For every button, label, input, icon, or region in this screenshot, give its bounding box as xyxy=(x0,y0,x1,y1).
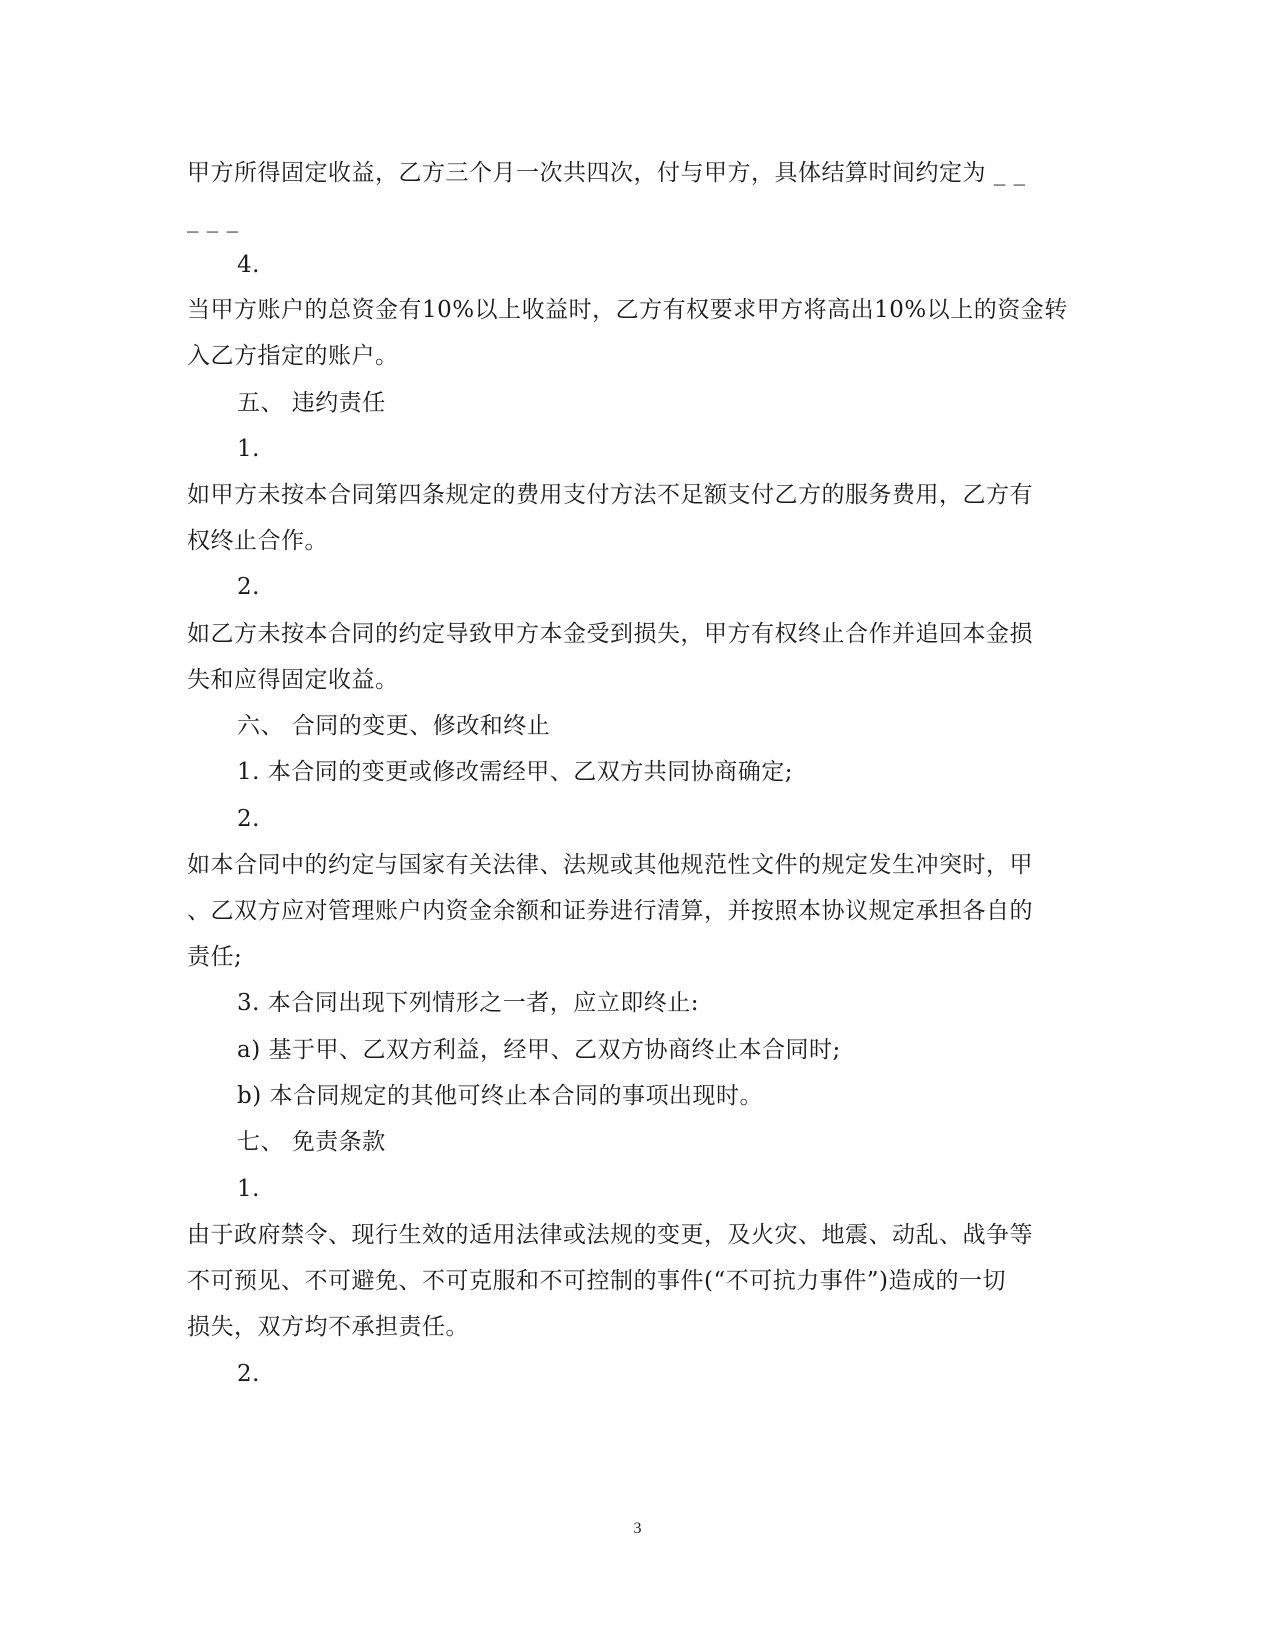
list-number: 2. xyxy=(237,1361,260,1387)
section-heading: 六、 合同的变更、修改和终止 xyxy=(237,713,551,739)
list-item: a) 基于甲、乙双方利益，经甲、乙双方协商终止本合同时; xyxy=(237,1037,841,1063)
section-heading: 五、 违约责任 xyxy=(237,390,386,416)
paragraph-line: 失和应得固定收益。 xyxy=(187,667,399,693)
paragraph-line: 由于政府禁令、现行生效的适用法律或法规的变更，及火灾、地震、动乱、战争等 xyxy=(187,1222,1033,1248)
paragraph-line: 损失，双方均不承担责任。 xyxy=(187,1314,469,1340)
list-number: 1. xyxy=(237,436,260,462)
paragraph-line: 入乙方指定的账户。 xyxy=(187,343,399,369)
paragraph-line: 如乙方未按本合同的约定导致甲方本金受到损失，甲方有权终止合作并追回本金损 xyxy=(187,621,1033,647)
page-number: 3 xyxy=(633,1520,642,1537)
list-item: 1. 本合同的变更或修改需经甲、乙双方共同协商确定; xyxy=(237,759,794,785)
paragraph-line: 、乙双方应对管理账户内资金余额和证券进行清算，并按照本协议规定承担各自的 xyxy=(187,898,1033,924)
paragraph-line: 当甲方账户的总资金有10%以上收益时，乙方有权要求甲方将高出10%以上的资金转 xyxy=(187,297,1068,323)
list-number: 4. xyxy=(237,252,260,278)
list-item: b) 本合同规定的其他可终止本合同的事项出现时。 xyxy=(237,1083,764,1109)
paragraph-line: 甲方所得固定收益，乙方三个月一次共四次，付与甲方，具体结算时间约定为 _ _ xyxy=(187,160,1026,186)
paragraph-line: 如本合同中的约定与国家有关法律、法规或其他规范性文件的规定发生冲突时，甲 xyxy=(187,852,1033,878)
paragraph-line: 责任; xyxy=(187,944,243,970)
list-number: 2. xyxy=(237,574,260,600)
paragraph-line: 不可预见、不可避免、不可克服和不可控制的事件(“不可抗力事件”)造成的一切 xyxy=(187,1268,1006,1294)
list-number: 2. xyxy=(237,806,260,832)
list-number: 1. xyxy=(237,1176,260,1202)
list-item: 3. 本合同出现下列情形之一者，应立即终止: xyxy=(237,990,700,1016)
paragraph-line: 如甲方未按本合同第四条规定的费用支付方法不足额支付乙方的服务费用，乙方有 xyxy=(187,482,1033,508)
paragraph-line: 权终止合作。 xyxy=(187,528,328,554)
paragraph-line: _ _ _ xyxy=(187,207,239,233)
section-heading: 七、 免责条款 xyxy=(237,1129,386,1155)
